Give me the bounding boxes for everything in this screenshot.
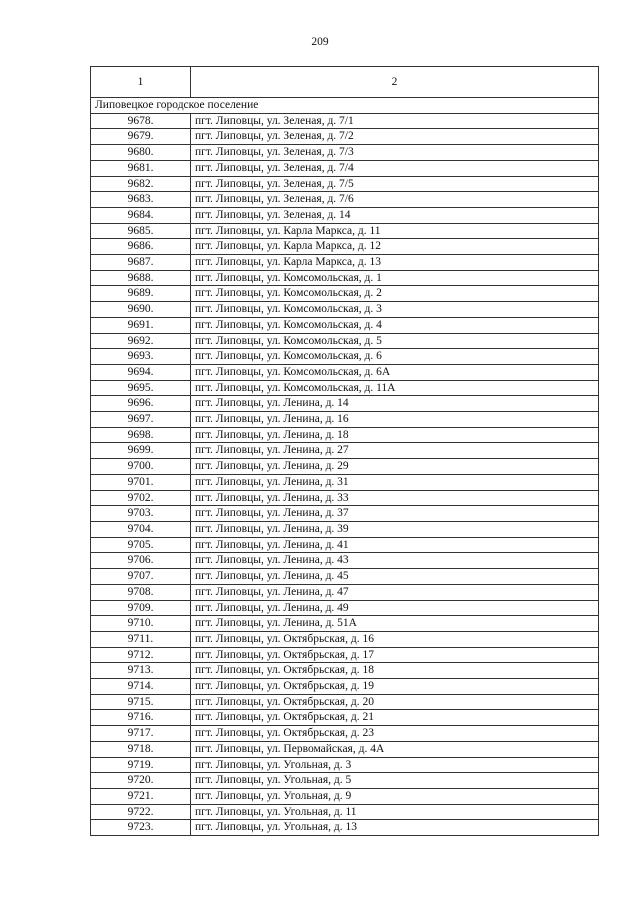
- table-row: [91, 192, 599, 208]
- row-address: пгт. Липовцы, ул. Зеленая, д. 7/5: [191, 176, 599, 192]
- row-address: пгт. Липовцы, ул. Угольная, д. 9: [191, 788, 599, 804]
- row-number: 9708.: [91, 584, 191, 600]
- row-address: пгт. Липовцы, ул. Зеленая, д. 7/2: [191, 129, 599, 145]
- row-number: 9710.: [91, 616, 191, 632]
- row-number: 9703.: [91, 506, 191, 522]
- table-row: [91, 302, 599, 318]
- row-address: пгт. Липовцы, ул. Комсомольская, д. 4: [191, 317, 599, 333]
- table-row: [91, 490, 599, 506]
- table-row: [91, 506, 599, 522]
- table-row: [91, 584, 599, 600]
- table-row: [91, 757, 599, 773]
- table-row: [91, 270, 599, 286]
- section-title: Липовецкое городское поселение: [91, 98, 599, 114]
- row-address: пгт. Липовцы, ул. Зеленая, д. 7/6: [191, 192, 599, 208]
- row-address: пгт. Липовцы, ул. Ленина, д. 51А: [191, 616, 599, 632]
- table-row: [91, 380, 599, 396]
- table-row: [91, 160, 599, 176]
- table-row: [91, 255, 599, 271]
- table-row: [91, 804, 599, 820]
- row-number: 9687.: [91, 255, 191, 271]
- row-number: 9718.: [91, 741, 191, 757]
- row-number: 9696.: [91, 396, 191, 412]
- header-col-1: 1: [91, 67, 191, 98]
- row-number: 9694.: [91, 364, 191, 380]
- row-number: 9695.: [91, 380, 191, 396]
- table-row: [91, 176, 599, 192]
- header-col-2: 2: [191, 67, 599, 98]
- row-address: пгт. Липовцы, ул. Комсомольская, д. 5: [191, 333, 599, 349]
- page-number: 209: [311, 36, 329, 48]
- row-number: 9716.: [91, 710, 191, 726]
- row-address: пгт. Липовцы, ул. Ленина, д. 31: [191, 474, 599, 490]
- row-number: 9700.: [91, 459, 191, 475]
- row-address: пгт. Липовцы, ул. Зеленая, д. 7/3: [191, 145, 599, 161]
- row-number: 9701.: [91, 474, 191, 490]
- row-number: 9714.: [91, 679, 191, 695]
- row-address: пгт. Липовцы, ул. Ленина, д. 29: [191, 459, 599, 475]
- row-number: 9678.: [91, 113, 191, 129]
- row-number: 9680.: [91, 145, 191, 161]
- row-number: 9723.: [91, 820, 191, 836]
- address-table: [90, 66, 599, 836]
- table-row: [91, 616, 599, 632]
- row-number: 9711.: [91, 631, 191, 647]
- row-address: пгт. Липовцы, ул. Зеленая, д. 7/4: [191, 160, 599, 176]
- row-number: 9685.: [91, 223, 191, 239]
- table-row: [91, 113, 599, 129]
- table-row: [91, 773, 599, 789]
- row-address: пгт. Липовцы, ул. Первомайская, д. 4А: [191, 741, 599, 757]
- row-number: 9688.: [91, 270, 191, 286]
- table-row: [91, 663, 599, 679]
- row-address: пгт. Липовцы, ул. Ленина, д. 41: [191, 537, 599, 553]
- row-number: 9722.: [91, 804, 191, 820]
- row-address: пгт. Липовцы, ул. Ленина, д. 47: [191, 584, 599, 600]
- table-row: [91, 679, 599, 695]
- row-address: пгт. Липовцы, ул. Ленина, д. 45: [191, 569, 599, 585]
- row-address: пгт. Липовцы, ул. Карла Маркса, д. 13: [191, 255, 599, 271]
- table-row: [91, 349, 599, 365]
- row-address: пгт. Липовцы, ул. Угольная, д. 11: [191, 804, 599, 820]
- row-address: пгт. Липовцы, ул. Зеленая, д. 7/1: [191, 113, 599, 129]
- table-row: [91, 317, 599, 333]
- row-number: 9720.: [91, 773, 191, 789]
- row-address: пгт. Липовцы, ул. Ленина, д. 18: [191, 427, 599, 443]
- table-row: [91, 427, 599, 443]
- row-number: 9697.: [91, 412, 191, 428]
- table-row: [91, 741, 599, 757]
- row-address: пгт. Липовцы, ул. Зеленая, д. 14: [191, 207, 599, 223]
- row-number: 9713.: [91, 663, 191, 679]
- table-row: [91, 129, 599, 145]
- table-row: [91, 569, 599, 585]
- table-row: [91, 710, 599, 726]
- table-row: [91, 443, 599, 459]
- row-address: пгт. Липовцы, ул. Карла Маркса, д. 12: [191, 239, 599, 255]
- table-row: [91, 207, 599, 223]
- row-address: пгт. Липовцы, ул. Ленина, д. 37: [191, 506, 599, 522]
- row-address: пгт. Липовцы, ул. Октябрьская, д. 21: [191, 710, 599, 726]
- section-row: [91, 98, 599, 114]
- row-address: пгт. Липовцы, ул. Октябрьская, д. 19: [191, 679, 599, 695]
- row-number: 9706.: [91, 553, 191, 569]
- row-number: 9689.: [91, 286, 191, 302]
- row-number: 9707.: [91, 569, 191, 585]
- row-address: пгт. Липовцы, ул. Октябрьская, д. 20: [191, 694, 599, 710]
- table-row: [91, 537, 599, 553]
- table-row: [91, 459, 599, 475]
- row-address: пгт. Липовцы, ул. Ленина, д. 39: [191, 521, 599, 537]
- table-row: [91, 396, 599, 412]
- table-row: [91, 239, 599, 255]
- row-number: 9698.: [91, 427, 191, 443]
- row-address: пгт. Липовцы, ул. Угольная, д. 5: [191, 773, 599, 789]
- row-address: пгт. Липовцы, ул. Комсомольская, д. 1: [191, 270, 599, 286]
- table-row: [91, 364, 599, 380]
- table-row: [91, 631, 599, 647]
- row-address: пгт. Липовцы, ул. Комсомольская, д. 6: [191, 349, 599, 365]
- row-number: 9690.: [91, 302, 191, 318]
- row-number: 9719.: [91, 757, 191, 773]
- row-number: 9692.: [91, 333, 191, 349]
- row-number: 9679.: [91, 129, 191, 145]
- table-row: [91, 726, 599, 742]
- row-address: пгт. Липовцы, ул. Комсомольская, д. 11А: [191, 380, 599, 396]
- table-row: [91, 286, 599, 302]
- table-row: [91, 820, 599, 836]
- row-address: пгт. Липовцы, ул. Комсомольская, д. 3: [191, 302, 599, 318]
- table-row: [91, 145, 599, 161]
- row-number: 9686.: [91, 239, 191, 255]
- row-address: пгт. Липовцы, ул. Ленина, д. 27: [191, 443, 599, 459]
- row-number: 9717.: [91, 726, 191, 742]
- row-address: пгт. Липовцы, ул. Угольная, д. 3: [191, 757, 599, 773]
- row-number: 9702.: [91, 490, 191, 506]
- row-number: 9693.: [91, 349, 191, 365]
- row-number: 9704.: [91, 521, 191, 537]
- table-row: [91, 521, 599, 537]
- row-address: пгт. Липовцы, ул. Октябрьская, д. 23: [191, 726, 599, 742]
- row-address: пгт. Липовцы, ул. Ленина, д. 33: [191, 490, 599, 506]
- row-address: пгт. Липовцы, ул. Комсомольская, д. 2: [191, 286, 599, 302]
- row-address: пгт. Липовцы, ул. Ленина, д. 16: [191, 412, 599, 428]
- row-number: 9709.: [91, 600, 191, 616]
- table-row: [91, 553, 599, 569]
- row-address: пгт. Липовцы, ул. Октябрьская, д. 18: [191, 663, 599, 679]
- table-row: [91, 223, 599, 239]
- row-address: пгт. Липовцы, ул. Карла Маркса, д. 11: [191, 223, 599, 239]
- table-row: [91, 600, 599, 616]
- row-number: 9684.: [91, 207, 191, 223]
- table-row: [91, 333, 599, 349]
- row-number: 9721.: [91, 788, 191, 804]
- row-number: 9699.: [91, 443, 191, 459]
- row-address: пгт. Липовцы, ул. Октябрьская, д. 17: [191, 647, 599, 663]
- table-row: [91, 788, 599, 804]
- row-address: пгт. Липовцы, ул. Угольная, д. 13: [191, 820, 599, 836]
- table-row: [91, 647, 599, 663]
- table-header-row: [91, 67, 599, 98]
- row-address: пгт. Липовцы, ул. Ленина, д. 14: [191, 396, 599, 412]
- row-number: 9681.: [91, 160, 191, 176]
- table-row: [91, 412, 599, 428]
- table-row: [91, 694, 599, 710]
- row-number: 9691.: [91, 317, 191, 333]
- row-number: 9712.: [91, 647, 191, 663]
- row-address: пгт. Липовцы, ул. Ленина, д. 49: [191, 600, 599, 616]
- row-address: пгт. Липовцы, ул. Ленина, д. 43: [191, 553, 599, 569]
- row-number: 9715.: [91, 694, 191, 710]
- table-row: [91, 474, 599, 490]
- row-address: пгт. Липовцы, ул. Комсомольская, д. 6А: [191, 364, 599, 380]
- row-number: 9705.: [91, 537, 191, 553]
- row-address: пгт. Липовцы, ул. Октябрьская, д. 16: [191, 631, 599, 647]
- row-number: 9682.: [91, 176, 191, 192]
- row-number: 9683.: [91, 192, 191, 208]
